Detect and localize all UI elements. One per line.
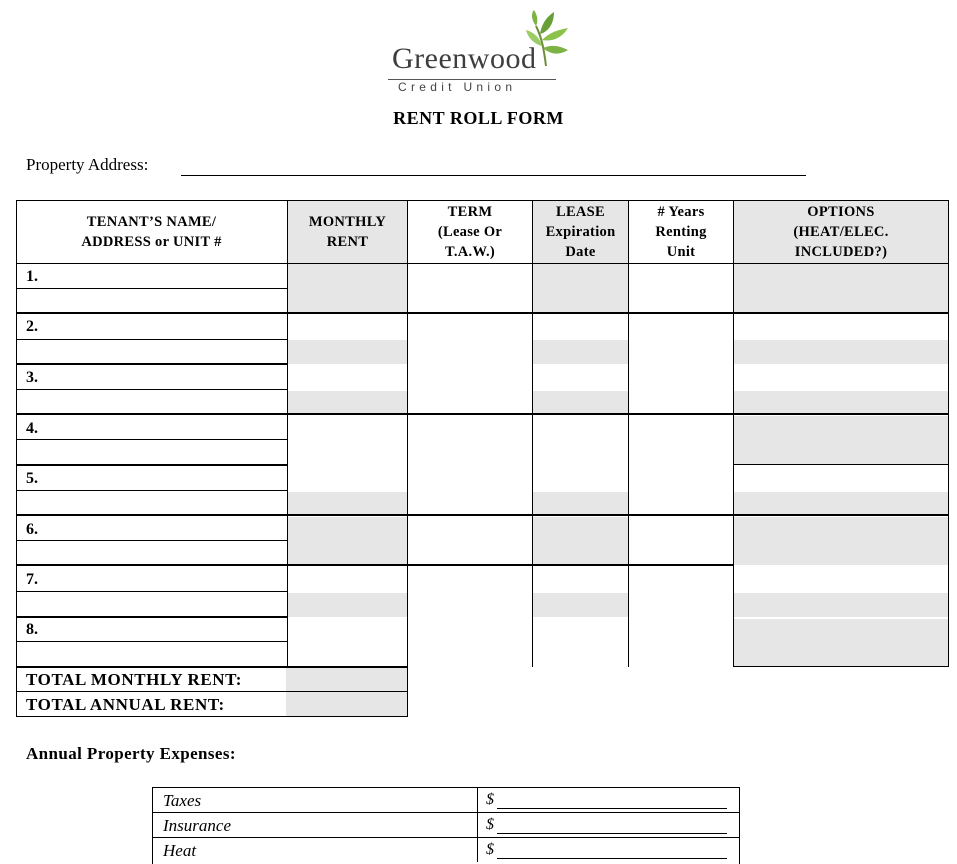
- header-lease-line1: LEASE: [555, 203, 606, 220]
- grid-line: [16, 200, 17, 717]
- dollar-sign: $: [486, 816, 494, 833]
- header-options-line2: (HEAT/ELEC.: [793, 223, 889, 240]
- header-tenant-line1: TENANT’S NAME/: [86, 213, 217, 230]
- header-options: [734, 200, 948, 263]
- grid-line: [16, 591, 287, 592]
- grid-line: [16, 439, 287, 440]
- cell-shade: [734, 517, 948, 565]
- row-number: 8.: [26, 621, 38, 638]
- cell-shade: [533, 492, 628, 514]
- grid-line: [16, 716, 407, 717]
- cell-shade: [734, 340, 948, 364]
- grid-line: [16, 288, 287, 289]
- grid-line: [948, 200, 949, 667]
- row-number: 4.: [26, 420, 38, 437]
- grid-line: [16, 413, 949, 415]
- cell-shade: [288, 492, 407, 514]
- annual-expenses-title: Annual Property Expenses:: [26, 744, 236, 763]
- header-monthly-rent: [288, 200, 407, 263]
- expense-row-heat: [153, 838, 739, 862]
- row-number: 7.: [26, 571, 38, 588]
- header-options-line1: OPTIONS: [807, 203, 875, 220]
- header-term-line2: (Lease Or: [437, 223, 503, 240]
- cell-shade: [734, 416, 948, 464]
- grid-line: [733, 666, 949, 667]
- expense-amount-field[interactable]: [497, 833, 727, 834]
- total-shade: [286, 668, 407, 716]
- cell-shade: [533, 391, 628, 413]
- cell-shade: [288, 593, 407, 617]
- row-number: 1.: [26, 268, 38, 285]
- grid-line: [477, 813, 478, 837]
- grid-line: [407, 200, 408, 717]
- expense-row-taxes: [153, 788, 739, 813]
- expense-amount-field[interactable]: [497, 858, 727, 859]
- total-monthly-rent-label: TOTAL MONTHLY RENT:: [26, 670, 243, 689]
- header-tenant: [16, 200, 287, 263]
- grid-line: [16, 514, 949, 516]
- grid-line: [16, 464, 287, 466]
- header-term-line1: TERM: [447, 203, 493, 220]
- cell-shade: [533, 593, 628, 617]
- property-address-label: Property Address:: [26, 155, 149, 174]
- grid-line: [532, 200, 533, 667]
- grid-line: [477, 838, 478, 862]
- row-number: 5.: [26, 470, 38, 487]
- expenses-table: [152, 787, 740, 864]
- expense-label: Heat: [163, 841, 197, 860]
- header-term-line3: T.A.W.): [444, 243, 496, 260]
- header-tenant-line2: ADDRESS or UNIT #: [81, 233, 222, 250]
- cell-shade: [288, 517, 407, 565]
- greenwood-logo: [386, 10, 566, 96]
- row-number: 6.: [26, 521, 38, 538]
- grid-line: [287, 200, 288, 667]
- header-years-renting: [629, 200, 733, 263]
- total-annual-rent-label: TOTAL ANNUAL RENT:: [26, 695, 225, 714]
- cell-shade: [734, 593, 948, 617]
- header-years-line3: Unit: [666, 243, 696, 260]
- property-address-field[interactable]: [181, 175, 806, 176]
- cell-shade: [288, 340, 407, 364]
- grid-line: [733, 200, 734, 667]
- grid-line: [628, 200, 629, 667]
- grid-line: [16, 490, 287, 491]
- header-term: [408, 200, 532, 263]
- header-options-line3: INCLUDED?): [794, 243, 888, 260]
- header-years-line2: Renting: [655, 223, 707, 240]
- cell-shade: [288, 264, 407, 312]
- row-number: 3.: [26, 369, 38, 386]
- grid-line: [16, 540, 287, 541]
- expense-amount-field[interactable]: [497, 808, 727, 809]
- cell-shade: [734, 619, 948, 667]
- dollar-sign: $: [486, 841, 494, 858]
- header-lease-line3: Date: [565, 243, 596, 260]
- grid-line: [16, 339, 287, 340]
- grid-line: [16, 691, 407, 692]
- grid-line: [16, 200, 949, 201]
- grid-line: [16, 263, 949, 264]
- grid-line: [16, 312, 949, 314]
- grid-line: [16, 641, 287, 642]
- cell-shade: [533, 264, 628, 312]
- header-lease-expiration: [533, 200, 628, 263]
- cell-shade: [734, 264, 948, 312]
- dollar-sign: $: [486, 791, 494, 808]
- logo-name: Greenwood: [392, 42, 537, 75]
- logo-subtitle: Credit Union: [398, 80, 517, 94]
- cell-shade: [734, 492, 948, 514]
- header-monthly-line2: RENT: [326, 233, 369, 250]
- expense-row-insurance: [153, 813, 739, 838]
- grid-line: [16, 363, 287, 365]
- cell-shade: [734, 391, 948, 413]
- grid-line: [16, 616, 287, 618]
- row-number: 2.: [26, 318, 38, 335]
- cell-shade: [288, 391, 407, 413]
- form-title: RENT ROLL FORM: [393, 108, 564, 128]
- grid-line: [733, 464, 949, 465]
- header-lease-line2: Expiration: [545, 223, 616, 240]
- rent-roll-table: [16, 200, 949, 717]
- cell-shade: [533, 340, 628, 364]
- expense-label: Taxes: [163, 791, 202, 810]
- expense-label: Insurance: [163, 816, 231, 835]
- grid-line: [16, 564, 733, 566]
- grid-line: [16, 666, 407, 668]
- cell-shade: [533, 517, 628, 565]
- header-years-line1: # Years: [657, 203, 705, 220]
- header-monthly-line1: MONTHLY: [308, 213, 387, 230]
- grid-line: [16, 389, 287, 390]
- grid-line: [477, 788, 478, 812]
